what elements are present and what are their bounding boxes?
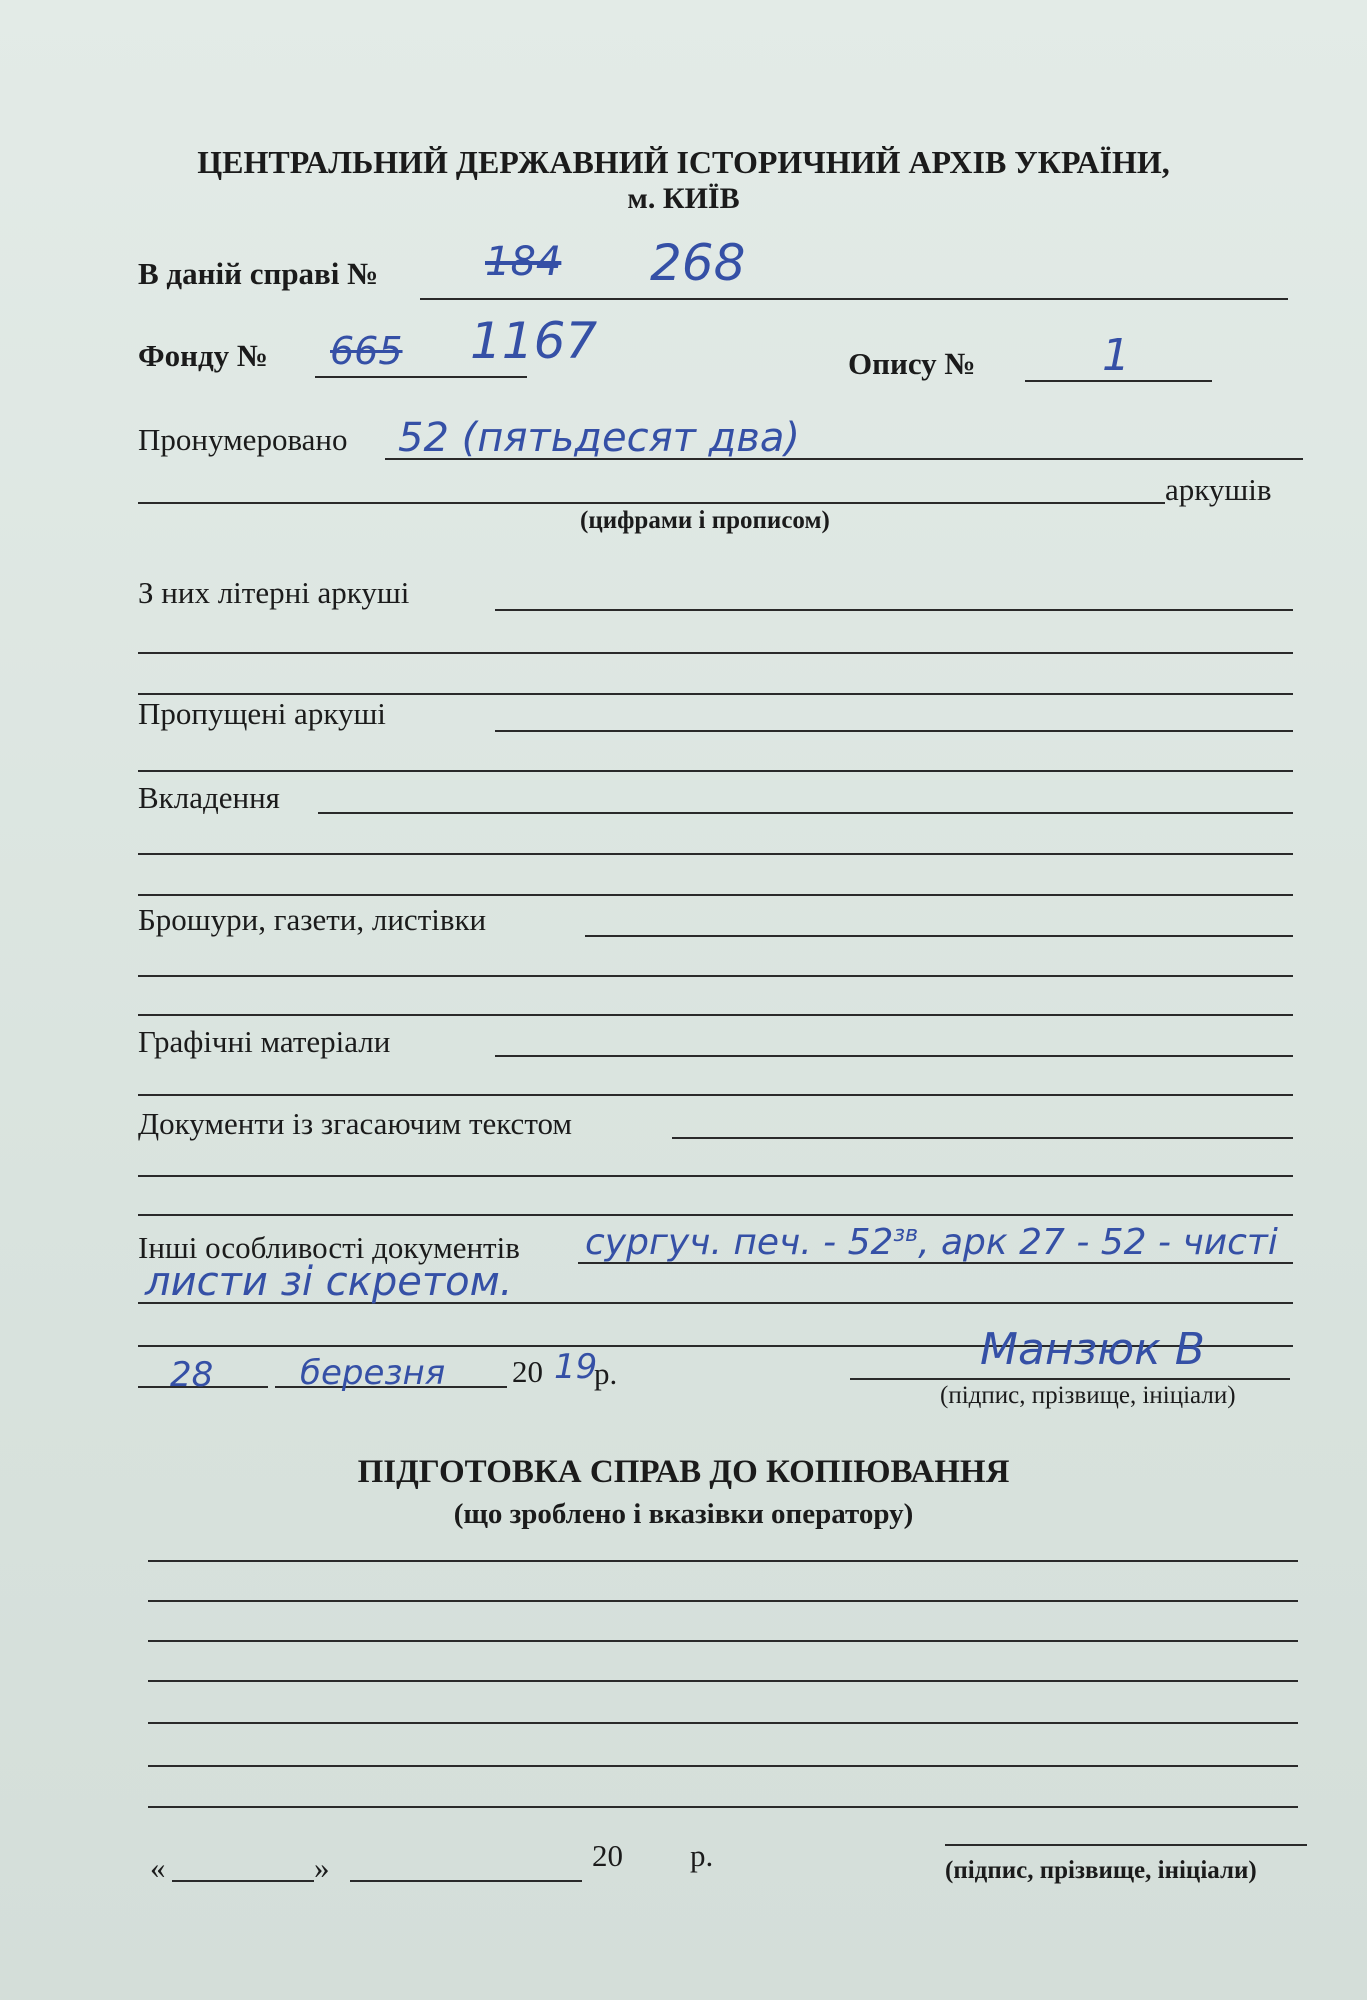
fond-label: Фонду № xyxy=(138,338,269,373)
date2-year: 20 xyxy=(592,1838,623,1873)
letter-sheets-line-1 xyxy=(495,609,1293,611)
date1-month: березня xyxy=(300,1353,446,1393)
opys-number: 1 xyxy=(1102,330,1130,381)
copy-prep-line-5 xyxy=(148,1722,1298,1724)
numbered-value: 52 (пятьдесят два) xyxy=(398,415,800,461)
letter-sheets-label: З них літерні аркуші xyxy=(138,575,410,610)
date1-day: 28 xyxy=(170,1355,214,1395)
copy-prep-line-6 xyxy=(148,1765,1298,1767)
date1-year-suffix: р. xyxy=(594,1356,618,1391)
signature1-caption: (підпис, прізвище, ініціали) xyxy=(940,1382,1236,1409)
graphics-line-1 xyxy=(495,1055,1293,1057)
numbered-hint: (цифрами і прописом) xyxy=(580,507,830,534)
brochures-line-2 xyxy=(138,975,1293,977)
fading-docs-line-1 xyxy=(672,1137,1293,1139)
copy-prep-line-2 xyxy=(148,1600,1298,1602)
missing-sheets-line-2 xyxy=(138,770,1293,772)
date2-open-quote: « xyxy=(150,1850,166,1885)
date2-day-line xyxy=(172,1880,314,1882)
letter-sheets-line-3 xyxy=(138,693,1293,695)
fond-number-old: 665 xyxy=(330,329,403,373)
brochures-line-1 xyxy=(585,935,1293,937)
attachments-line-1 xyxy=(318,812,1293,814)
graphics-line-2 xyxy=(138,1094,1293,1096)
fading-docs-line-2 xyxy=(138,1175,1293,1177)
date1-year-prefix: 20 xyxy=(512,1354,543,1389)
opys-label: Опису № xyxy=(848,346,976,381)
copy-prep-line-4 xyxy=(148,1680,1298,1682)
date2-month-line xyxy=(350,1880,582,1882)
missing-sheets-line-1 xyxy=(495,730,1293,732)
brochures-label: Брошури, газети, листівки xyxy=(138,902,487,937)
signature2-caption: (підпис, прізвище, ініціали) xyxy=(945,1857,1257,1884)
copy-prep-line-3 xyxy=(148,1640,1298,1642)
case-number-line xyxy=(420,298,1288,300)
fading-docs-label: Документи із згасаючим текстом xyxy=(138,1106,572,1141)
sheets-suffix: аркушів xyxy=(1165,472,1272,507)
case-number-label: В даній справі № xyxy=(138,256,379,291)
archive-city: м. КИЇВ xyxy=(627,182,740,215)
numbered-label: Пронумеровано xyxy=(138,422,348,457)
attachments-line-3 xyxy=(138,894,1293,896)
fading-docs-line-3 xyxy=(138,1214,1293,1216)
case-number-new: 268 xyxy=(650,234,746,292)
archive-title: ЦЕНТРАЛЬНИЙ ДЕРЖАВНИЙ ІСТОРИЧНИЙ АРХІВ УКРАЇНИ, xyxy=(197,144,1170,180)
other-features-label: Інші особливості документів xyxy=(138,1230,520,1265)
signature1-handwriting: Манзюк В xyxy=(980,1324,1205,1375)
fond-number-new: 1167 xyxy=(470,312,598,370)
case-number-old: 184 xyxy=(485,239,562,285)
missing-sheets-label: Пропущені аркуші xyxy=(138,696,386,731)
numbered-line-2 xyxy=(138,502,1165,504)
copy-prep-line-7 xyxy=(148,1806,1298,1808)
brochures-line-3 xyxy=(138,1014,1293,1016)
other-features-value-1: сургуч. печ. - $52^{зв}$, арк 27 - 52 - чисті xyxy=(585,1222,1278,1263)
letter-sheets-line-2 xyxy=(138,652,1293,654)
date2-year-suffix: р. xyxy=(690,1838,714,1873)
graphics-label: Графічні матеріали xyxy=(138,1024,391,1059)
attachments-line-2 xyxy=(138,853,1293,855)
fond-line xyxy=(315,376,527,378)
other-features-value-2: листи зі скретом. xyxy=(145,1259,513,1305)
attachments-label: Вкладення xyxy=(138,780,280,815)
copy-prep-title: ПІДГОТОВКА СПРАВ ДО КОПІЮВАННЯ xyxy=(357,1454,1010,1490)
signature2-line xyxy=(945,1844,1307,1846)
date1-year: 19 xyxy=(554,1347,598,1387)
date2-close-quote: » xyxy=(314,1850,330,1885)
copy-prep-line-1 xyxy=(148,1560,1298,1562)
signature1-line xyxy=(850,1378,1290,1380)
copy-prep-subtitle: (що зроблено і вказівки оператору) xyxy=(453,1498,914,1530)
